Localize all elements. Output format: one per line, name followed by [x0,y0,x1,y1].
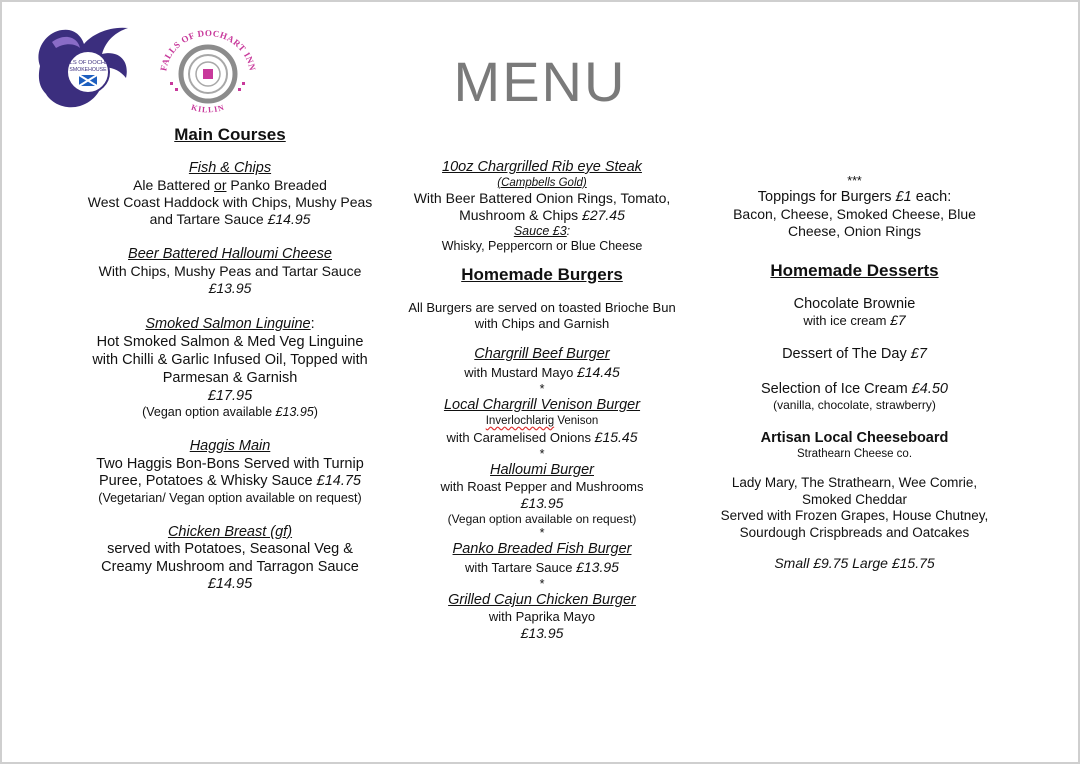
menu-item-ice-cream [706,381,1003,412]
menu-item-fish-burger [397,541,687,577]
separator: * [539,577,545,591]
item-name: Chicken Breast (gf) [167,523,293,540]
item-name: Artisan Local Cheeseboard [760,430,949,446]
item-price: £13.95 [208,280,252,296]
item-name: 10oz Chargrilled Rib eye Steak [442,159,642,175]
item-text: Ale Battered [133,177,215,193]
item-price: Small £9.75 Large £15.75 [774,555,935,571]
item-price: £13.95 [520,495,564,511]
menu-item-cheeseboard [706,430,1003,572]
item-desc: with Mustard Mayo [464,365,574,380]
item-price: £14.75 [316,473,361,489]
separator: * [539,447,545,461]
inn-logo-top-text: FALLS OF DOCHART INN [158,27,258,72]
menu-item-linguine [84,315,376,420]
item-price: £7 [890,312,906,328]
item-origin: Venison [554,415,599,427]
item-text: Panko Breaded [226,177,327,193]
menu-item-haggis [84,438,376,506]
item-name: Selection of Ice Cream [760,381,908,397]
item-name: Haggis Main [189,438,271,454]
item-note: (Vegetarian/ Vegan option available on request) [98,490,362,505]
item-name: Halloumi Burger [490,462,594,478]
item-flavours: (vanilla, chocolate, strawberry) [773,398,936,412]
separator: * [539,382,545,396]
item-desc: with Tartare Sauce [465,560,573,575]
item-desc: with Roast Pepper and Mushrooms [440,479,644,494]
item-name: Dessert of The Day [782,346,907,362]
item-name: Beer Battered Halloumi Cheese [128,246,332,262]
item-name: Chargrill Beef Burger [474,346,610,362]
menu-item-venison-burger [397,397,687,447]
logo-text-line1: FALLS OF DOCHART [59,60,117,66]
item-price: £14.45 [576,364,620,380]
sauce-options: Whisky, Peppercorn or Blue Cheese [441,239,643,253]
menu-item-beef-burger [397,346,687,382]
logo-text-line2: SMOKEHOUSE [69,67,107,73]
item-note: (Vegan option available on request) [447,512,637,526]
toppings-label: Toppings for Burgers [757,189,896,205]
item-supplier: Strathearn Cheese co. [796,448,913,460]
menu-item-cajun-burger [397,592,687,642]
toppings-desserts-column [706,174,1003,572]
item-served: Served with Frozen Grapes, House Chutney, Sourdough Crispbreads and Oatcakes [720,508,989,540]
toppings-items: Bacon, Cheese, Smoked Cheese, Blue Cheese, Onion Rings [733,206,976,239]
item-price: £14.95 [207,576,253,592]
item-desc: Hot Smoked Salmon & Med Veg Linguine with Chilli & Garlic Infused Oil, Topped with Parmesan & Garnish [92,334,368,386]
separator: * [539,526,545,540]
menu-item-chicken [84,524,376,594]
item-desc: served with Potatoes, Seasonal Veg & Creamy Mushroom and Tarragon Sauce [101,541,359,575]
desserts-heading: Homemade Desserts [770,261,939,280]
item-desc: With Chips, Mushy Peas and Tartar Sauce [98,263,362,279]
item-name: Smoked Salmon Linguine [145,316,311,332]
menu-item-fish-chips [84,160,376,228]
item-name: Panko Breaded Fish Burger [452,541,632,557]
burgers-intro: All Burgers are served on toasted Brioche Bun with Chips and Garnish [408,300,676,331]
burgers-heading: Homemade Burgers [461,265,623,284]
item-desc: with Caramelised Onions [446,430,592,445]
menu-item-halloumi [84,246,376,297]
item-price: £27.45 [582,207,625,223]
menu-item-brownie [706,296,1003,328]
item-supplier: (Campbells Gold) [497,177,587,189]
menu-item-dessert-of-day [706,346,1003,363]
steak-burgers-column [397,159,687,642]
item-desc: West Coast Haddock with Chips, Mushy Peas and Tartare Sauce [87,194,373,227]
main-courses-heading: Main Courses [174,125,286,144]
item-note: ) [313,405,318,419]
item-note: (Vegan option available [142,405,276,419]
item-desc: with ice cream [803,313,887,328]
item-desc: With Beer Battered Onion Rings, Tomato, Mushroom & Chips [413,190,671,223]
item-price: £17.95 [207,388,253,404]
toppings-block [706,189,1003,240]
item-name: Local Chargrill Venison Burger [443,397,641,413]
item-desc: Two Haggis Bon-Bons Served with Turnip Puree, Potatoes & Whisky Sauce [96,455,364,489]
sauce-label: Sauce £3 [513,224,567,238]
item-price: £7 [910,346,927,362]
item-price: £14.95 [267,211,311,227]
item-desc: with Paprika Mayo [488,609,596,624]
menu-title: MENU [453,50,627,113]
stars-separator: *** [847,174,862,188]
item-text: : [310,316,315,332]
item-price: £13.95 [275,405,314,419]
item-text: : [566,224,571,238]
main-courses-column [84,124,376,594]
inn-logo-bottom-text: KILLIN [190,102,226,115]
item-price: £15.45 [594,429,638,445]
item-name: Grilled Cajun Chicken Burger [448,592,636,608]
item-name: Fish & Chips [188,160,272,176]
menu-item-steak [397,159,687,254]
item-price: £13.95 [520,625,564,641]
item-text: each: [911,189,952,205]
item-price: £13.95 [576,559,619,575]
toppings-price: £1 [895,189,912,205]
item-text: or [214,177,227,193]
item-cheeses: Lady Mary, The Strathearn, Wee Comrie, Smoked Cheddar [731,475,978,507]
item-price: £4.50 [911,381,948,397]
item-name: Chocolate Brownie [793,296,916,312]
item-origin: Inverlochlarig [485,415,555,427]
menu-item-halloumi-burger [397,462,687,526]
